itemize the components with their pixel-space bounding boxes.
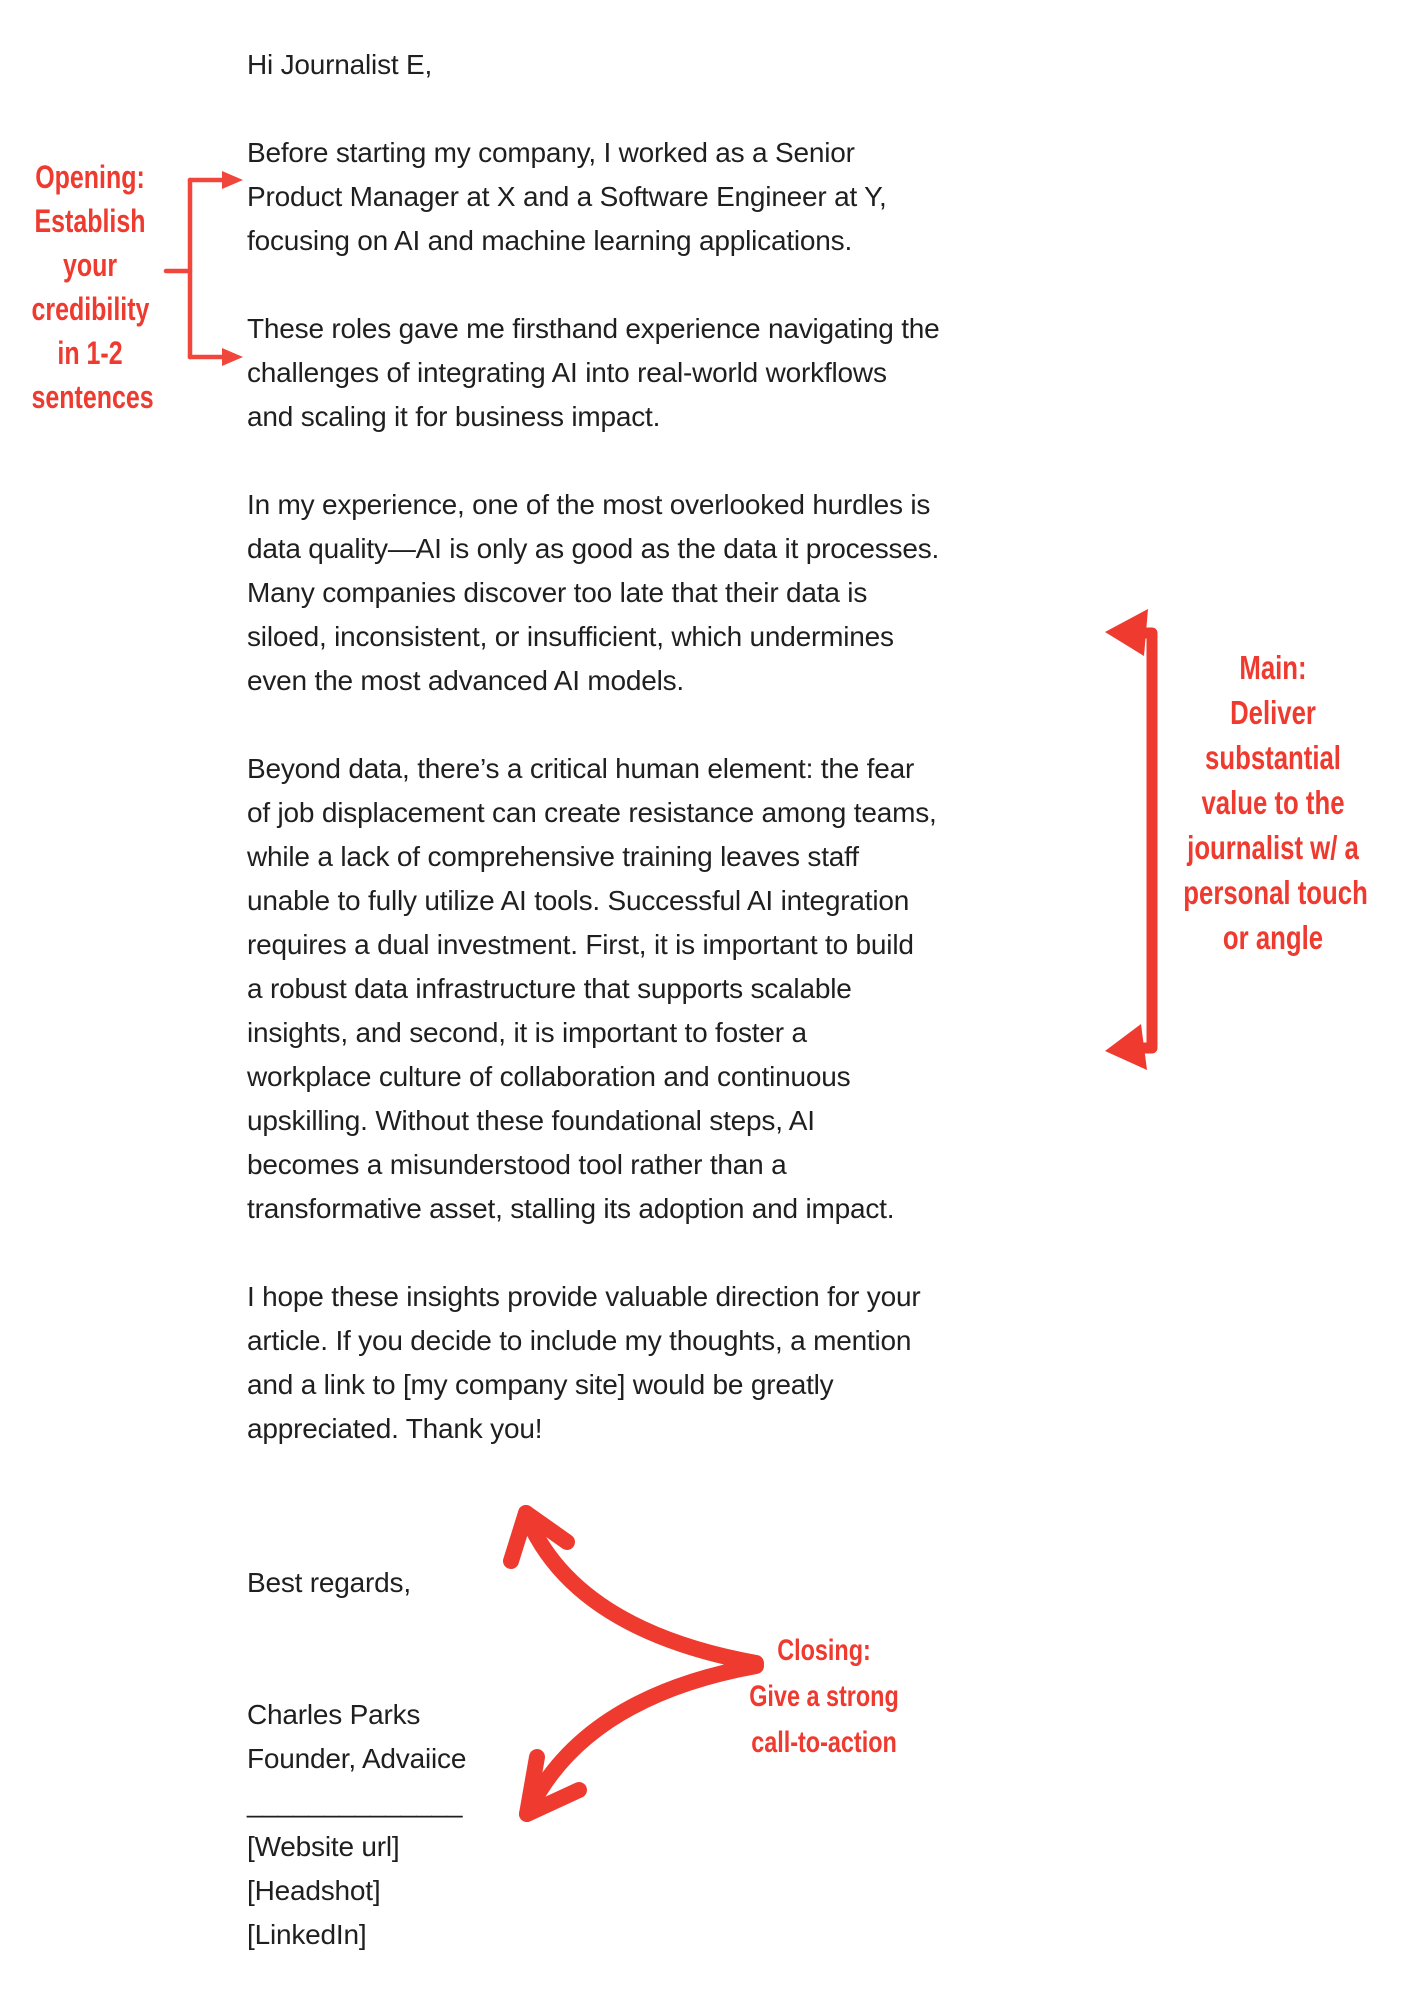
annotation-line: substantial [1205,739,1341,776]
annotation-line: Establish [34,203,146,239]
annotation-line: in 1-2 [57,335,123,371]
paragraph-data-quality [247,483,1107,703]
paragraph-experience [247,307,1107,439]
letter-line: upskilling. Without these foundational steps, AI [247,1105,815,1136]
letter-line: of job displacement can create resistance among teams, [247,797,937,828]
annotation-line: value to the [1201,784,1345,821]
signature-link-headshot: [Headshot] [247,1875,381,1906]
annotation-line: Closing: [777,1634,871,1667]
annotation-closing-label [689,1628,959,1766]
signoff-line: Best regards, [247,1567,411,1598]
letter-line: siloed, inconsistent, or insufficient, which undermines [247,621,894,652]
letter-line: Product Manager at X and a Software Engineer at Y, [247,181,887,212]
annotation-line: journalist w/ a [1187,829,1359,866]
annotation-opening-label [15,155,165,419]
paragraph-human-element [247,747,1107,1231]
letter-line: Beyond data, there’s a critical human element: the fear [247,753,915,784]
letter-line: Many companies discover too late that their data is [247,577,868,608]
annotation-line: sentences [31,379,154,415]
letter-body [247,43,1107,1957]
paragraph-credibility [247,131,1107,263]
letter-line: even the most advanced AI models. [247,665,684,696]
paragraph-cta [247,1275,1107,1451]
annotation-line: Opening: [35,159,145,195]
letter-line: article. If you decide to include my thoughts, a mention [247,1325,912,1356]
letter-line: and scaling it for business impact. [247,401,661,432]
letter-line: requires a dual investment. First, it is important to build [247,929,914,960]
annotation-main-label [1158,645,1388,960]
letter-line: focusing on AI and machine learning applications. [247,225,853,256]
annotation-line: personal touch [1183,874,1368,911]
signature-divider: ______________ [247,1787,463,1818]
letter-line: These roles gave me firsthand experience navigating the [247,313,940,344]
annotation-line: Deliver [1230,694,1316,731]
letter-line: a robust data infrastructure that supports scalable [247,973,852,1004]
signature-title: Founder, Advaiice [247,1743,467,1774]
annotation-line: your [62,247,118,283]
main-bracket-arrow [1105,609,1152,1070]
letter-line: unable to fully utilize AI tools. Successful AI integration [247,885,910,916]
annotation-line: call-to-action [751,1726,897,1759]
letter-line: workplace culture of collaboration and continuous [247,1061,851,1092]
annotation-line: Give a strong [749,1680,899,1713]
signature-link-linkedin: [LinkedIn] [247,1919,367,1950]
signature-link-website: [Website url] [247,1831,400,1862]
letter-line: insights, and second, it is important to foster a [247,1017,807,1048]
signature-name: Charles Parks [247,1699,421,1730]
letter-line: In my experience, one of the most overlooked hurdles is [247,489,931,520]
letter-line: becomes a misunderstood tool rather than a [247,1149,787,1180]
greeting [247,43,1107,87]
signature-block [247,1693,1107,1957]
annotation-line: or angle [1222,919,1324,956]
letter-line: and a link to [my company site] would be greatly [247,1369,834,1400]
letter-line: transformative asset, stalling its adoption and impact. [247,1193,895,1224]
greeting-line: Hi Journalist E, [247,49,433,80]
letter-line: data quality—AI is only as good as the data it processes. [247,533,940,564]
opening-bracket-arrow [166,171,243,366]
annotation-line: Main: [1239,649,1307,686]
letter-line: I hope these insights provide valuable direction for your [247,1281,921,1312]
letter-line: Before starting my company, I worked as a Senior [247,137,855,168]
annotation-line: credibility [31,291,150,327]
signoff [247,1561,1107,1605]
letter-line: appreciated. Thank you! [247,1413,543,1444]
letter-line: challenges of integrating AI into real-world workflows [247,357,887,388]
letter-line: while a lack of comprehensive training leaves staff [247,841,859,872]
